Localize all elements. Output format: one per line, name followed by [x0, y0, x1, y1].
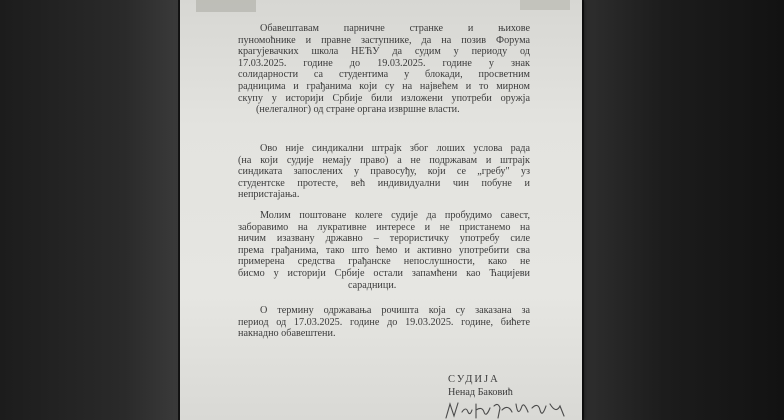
text-line: период од 17.03.2025. године до 19.03.2025. године, бићете: [238, 316, 530, 328]
background-left: [0, 0, 178, 420]
text-line: (на који судије немају право) а не подржавам и штрајк: [238, 154, 530, 166]
paragraph-3: [238, 210, 530, 291]
text-line: пуномоћнике и правне заступнике, да на позив Форума: [238, 34, 530, 46]
paragraph-2: [238, 143, 530, 201]
text-line: синдиката запослених у правосуђу, који се „гребу" уз: [238, 166, 530, 178]
text-line: солидарности са студентима у блокади, просветним: [238, 69, 530, 81]
text-line: Ово није синдикални штрајк због лоших услова рада: [260, 143, 530, 154]
text-line: крагујевачких школа НЕЋУ да судим у периоду од: [238, 46, 530, 58]
handwritten-signature: [442, 398, 572, 420]
notice-sheet: [180, 0, 582, 420]
text-line: накнадно обавештени.: [238, 328, 336, 340]
text-line: 17.03.2025. године до 19.03.2025. године у знак: [238, 57, 530, 69]
text-line: студентске протесте, већ индивидуални чин побуне и: [238, 177, 530, 189]
text-line: (нелегалног) од стране органа извршне власти.: [256, 104, 460, 116]
signature-block: [448, 374, 568, 398]
text-line: према грађанима, тако што ћемо и активно употребити сва: [238, 244, 530, 256]
text-line: бисмо у историји Србије остали запамћени као Ћацијеви: [238, 267, 530, 279]
signature-name: Ненад Баковић: [448, 386, 513, 398]
text-line: примерена средства грађанске непослушности, како не: [238, 256, 530, 268]
text-line: Молим поштоване колеге судије да пробудимо савест,: [260, 210, 530, 221]
text-line: заборавимо на лукративне интересе и не пристанемо на: [238, 221, 530, 233]
text-line: О термину одржавања рочишта која су заказана за: [260, 305, 530, 316]
text-line: ничим изазвану државно – терористичку употребу силе: [238, 233, 530, 245]
text-line: сарадници.: [348, 279, 397, 291]
paragraph-1: [238, 23, 530, 116]
text-line: непристајања.: [238, 189, 300, 201]
text-line: скупу у историји Србије били изложени употреби оружја: [238, 92, 530, 104]
signature-title: СУДИЈА: [448, 374, 500, 385]
paragraph-4: [238, 305, 530, 340]
tape-strip: [196, 0, 256, 12]
text-line: радницима и грађанима који су на највећем и то мирном: [238, 80, 530, 92]
tape-strip: [520, 0, 570, 10]
background-right: [584, 0, 784, 420]
text-line: Обавештавам парничне странке и њихове: [260, 23, 530, 34]
